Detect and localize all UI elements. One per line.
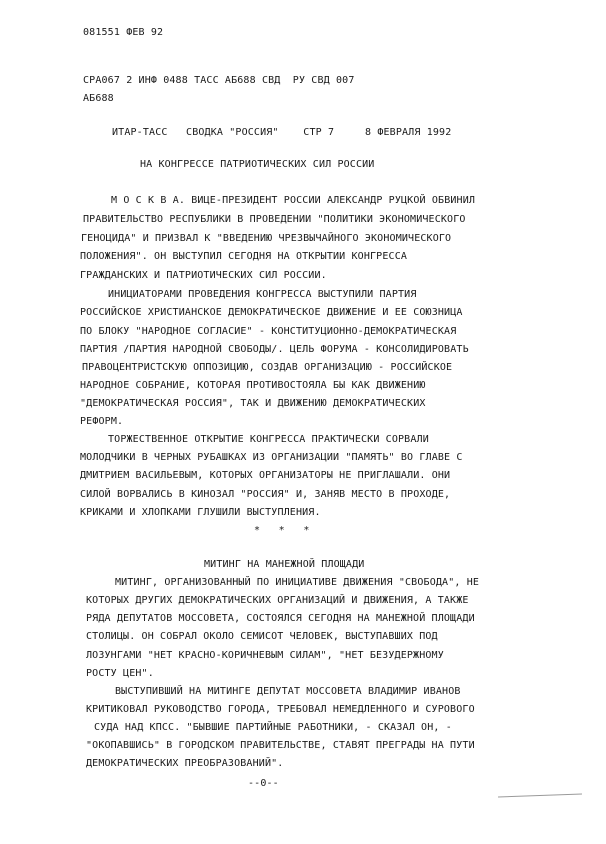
end-mark: --0--	[248, 778, 279, 789]
body-line: СТОЛИЦЫ. ОН СОБРАЛ ОКОЛО СЕМИСОТ ЧЕЛОВЕК, ВЫСТУПАВШИХ ПОД	[86, 631, 438, 642]
body-line: ПРАВИТЕЛЬСТВО РЕСПУБЛИКИ В ПРОВЕДЕНИИ "ПОЛИТИКИ ЭКОНОМИЧЕСКОГО	[83, 214, 466, 225]
routing-line-1: СРА067 2 ИНФ 0488 ТАСС АБ688 СВД РУ СВД 007	[83, 75, 355, 86]
body-line: РЯДА ДЕПУТАТОВ МОССОВЕТА, СОСТОЯЛСЯ СЕГОДНЯ НА МАНЕЖНОЙ ПЛОЩАДИ	[86, 613, 475, 624]
body-line: ПРАВОЦЕНТРИСТСКУЮ ОППОЗИЦИЮ, СОЗДАВ ОРГАНИЗАЦИЮ - РОССИЙСКОЕ	[82, 362, 453, 373]
body-line: ИНИЦИАТОРАМИ ПРОВЕДЕНИЯ КОНГРЕССА ВЫСТУПИЛИ ПАРТИЯ	[108, 289, 417, 300]
body-line: КОТОРЫХ ДРУГИХ ДЕМОКРАТИЧЕСКИХ ОРГАНИЗАЦИЙ И ДВИЖЕНИЯ, А ТАКЖЕ	[86, 595, 469, 606]
scan-artifact-line	[498, 794, 582, 798]
body-line: НАРОДНОЕ СОБРАНИЕ, КОТОРАЯ ПРОТИВОСТОЯЛА БЫ КАК ДВИЖЕНИЮ	[80, 380, 426, 391]
body-line: ЛОЗУНГАМИ "НЕТ КРАСНО-КОРИЧНЕВЫМ СИЛАМ", "НЕТ БЕЗУДЕРЖНОМУ	[86, 650, 444, 661]
message-code: 081551 ФЕВ 92	[83, 27, 164, 38]
body-line: РОСТУ ЦЕН".	[86, 668, 154, 679]
body-line: ДМИТРИЕМ ВАСИЛЬЕВЫМ, КОТОРЫХ ОРГАНИЗАТОРЫ НЕ ПРИГЛАШАЛИ. ОНИ	[80, 470, 451, 481]
section-separator: * * *	[254, 525, 310, 536]
body-line: ГРАЖДАНСКИХ И ПАТРИОТИЧЕСКИХ СИЛ РОССИИ.	[80, 270, 327, 281]
body-line: КРИКАМИ И ХЛОПКАМИ ГЛУШИЛИ ВЫСТУПЛЕНИЯ.	[80, 507, 321, 518]
body-line: РОССИЙСКОЕ ХРИСТИАНСКОЕ ДЕМОКРАТИЧЕСКОЕ ДВИЖЕНИЕ И ЕЕ СОЮЗНИЦА	[80, 307, 463, 318]
body-line: КРИТИКОВАЛ РУКОВОДСТВО ГОРОДА, ТРЕБОВАЛ НЕМЕДЛЕННОГО И СУРОВОГО	[86, 704, 475, 715]
body-line: ВЫСТУПИВШИЙ НА МИТИНГЕ ДЕПУТАТ МОССОВЕТА ВЛАДИМИР ИВАНОВ	[115, 686, 461, 697]
body-line: МОЛОДЧИКИ В ЧЕРНЫХ РУБАШКАХ ИЗ ОРГАНИЗАЦИИ "ПАМЯТЬ" ВО ГЛАВЕ С	[80, 452, 463, 463]
section-title-congress: НА КОНГРЕССЕ ПАТРИОТИЧЕСКИХ СИЛ РОССИИ	[140, 159, 375, 170]
body-line: ПО БЛОКУ "НАРОДНОЕ СОГЛАСИЕ" - КОНСТИТУЦИОННО-ДЕМОКРАТИЧЕСКАЯ	[80, 326, 457, 337]
body-line: ДЕМОКРАТИЧЕСКИХ ПРЕОБРАЗОВАНИЙ".	[86, 758, 284, 769]
body-line: СУДА НАД КПСС. "БЫВШИЕ ПАРТИЙНЫЕ РАБОТНИКИ, - СКАЗАЛ ОН, -	[94, 722, 452, 733]
body-line: ПАРТИЯ /ПАРТИЯ НАРОДНОЙ СВОБОДЫ/. ЦЕЛЬ ФОРУМА - КОНСОЛИДИРОВАТЬ	[80, 344, 469, 355]
section-title-rally: МИТИНГ НА МАНЕЖНОЙ ПЛОЩАДИ	[204, 559, 365, 570]
body-line: М О С К В А. ВИЦЕ-ПРЕЗИДЕНТ РОССИИ АЛЕКСАНДР РУЦКОЙ ОБВИНИЛ	[111, 195, 476, 206]
body-line: "ДЕМОКРАТИЧЕСКАЯ РОССИЯ", ТАК И ДВИЖЕНИЮ ДЕМОКРАТИЧЕСКИХ	[80, 398, 426, 409]
body-line: РЕФОРМ.	[80, 416, 124, 427]
body-line: "ОКОПАВШИСЬ" В ГОРОДСКОМ ПРАВИТЕЛЬСТВЕ, СТАВЯТ ПРЕГРАДЫ НА ПУТИ	[86, 740, 475, 751]
body-line: ТОРЖЕСТВЕННОЕ ОТКРЫТИЕ КОНГРЕССА ПРАКТИЧЕСКИ СОРВАЛИ	[108, 434, 429, 445]
body-line: МИТИНГ, ОРГАНИЗОВАННЫЙ ПО ИНИЦИАТИВЕ ДВИЖЕНИЯ "СВОБОДА", НЕ	[115, 577, 480, 588]
routing-line-2: АБ688	[83, 93, 114, 104]
source-line: ИТАР-ТАСС СВОДКА "РОССИЯ" СТР 7 8 ФЕВРАЛЯ 1992	[112, 127, 452, 138]
body-line: ПОЛОЖЕНИЯ". ОН ВЫСТУПИЛ СЕГОДНЯ НА ОТКРЫТИИ КОНГРЕССА	[80, 251, 408, 262]
body-line: СИЛОЙ ВОРВАЛИСЬ В КИНОЗАЛ "РОССИЯ" И, ЗАНЯВ МЕСТО В ПРОХОДЕ,	[80, 489, 451, 500]
body-line: ГЕНОЦИДА" И ПРИЗВАЛ К "ВВЕДЕНИЮ ЧРЕЗВЫЧАЙНОГО ЭКОНОМИЧЕСКОГО	[81, 233, 452, 244]
